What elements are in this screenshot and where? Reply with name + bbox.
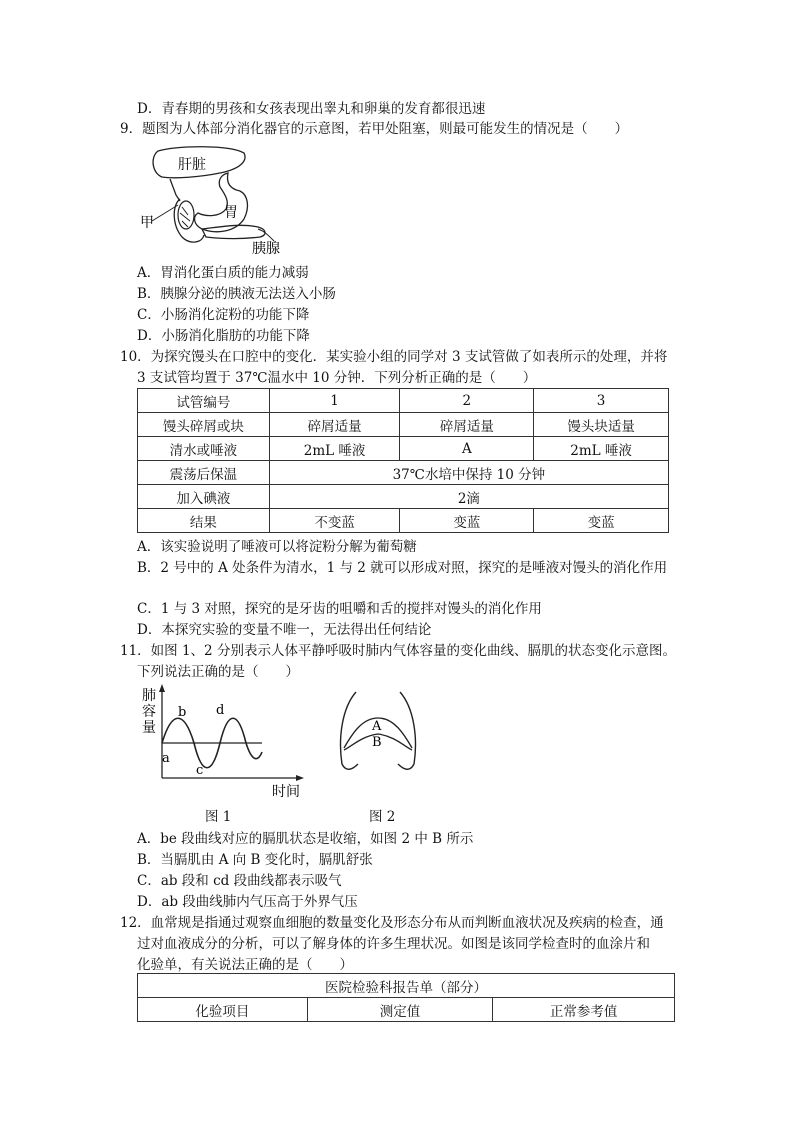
x-axis-arrow [296,775,304,781]
diaphragm-diagram [336,688,420,778]
table-cell: A [400,437,534,461]
diaphragm-b-label: B [372,735,382,750]
q9-option-a: A．胃消化蛋白质的能力减弱 [137,265,309,281]
table-cell: 碎屑适量 [400,413,534,437]
table-cell: 变蓝 [534,509,669,533]
q10-option-d: D．本探究实验的变量不唯一，无法得出任何结论 [137,622,432,638]
q9-option-c: C．小肠消化淀粉的功能下降 [137,307,310,323]
jia-label: 甲 [140,215,154,231]
q10-stem-line2: 3 支试管均置于 37℃温水中 10 分钟．下列分析正确的是（ ） [137,370,537,386]
table-cell: 结果 [138,509,270,533]
q9-digestive-figure [140,143,300,267]
q8-option-d: D．青春期的男孩和女孩表现出睾丸和卵巢的发育都很迅速 [137,101,486,117]
table-cell: 2mL 唾液 [269,437,400,461]
table-row [138,461,669,485]
q10-stem-line1: 10．为探究馒头在口腔中的变化．某实验小组的同学对 3 支试管做了如表所示的处理，并将 [120,349,668,365]
q11-option-d: D．ab 段曲线肺内气压高于外界气压 [137,894,358,910]
figure-1-caption: 图 1 [205,809,232,825]
q12-lab-report-table [137,973,675,1022]
q12-stem-line1: 12．血常规是指通过观察血细胞的数量变化及形态分布从而判断血液状况及疾病的检查，通 [120,915,664,931]
q11-option-a: A．be 段曲线对应的膈肌状态是收缩，如图 2 中 B 所示 [137,831,474,847]
table-cell: 馒头块适量 [534,413,669,437]
table-cell: 2 [400,389,534,413]
q12-stem-line3: 化验单，有关说法正确的是（ ） [137,957,353,973]
pancreas-pointer [258,229,274,241]
table-row [138,974,675,998]
point-c-label: c [196,763,204,778]
table-row [138,485,669,509]
q10-option-a: A．该实验说明了唾液可以将淀粉分解为葡萄糖 [137,539,417,555]
table-cell: 清水或唾液 [138,437,270,461]
table-cell: 2滴 [269,485,668,509]
q10-option-b: B．2 号中的 A 处条件为清水，1 与 2 就可以形成对照，探究的是唾液对馒头的消化作用 [137,560,668,576]
table-cell: 2mL 唾液 [534,437,669,461]
q9-stem: 9．题图为人体部分消化器官的示意图，若甲处阻塞，则最可能发生的情况是（ ） [120,121,629,137]
q12-stem-line2: 过对血液成分的分析，可以了解身体的许多生理状况。如图是该同学检查时的血涂片和 [137,936,650,952]
table-cell: 3 [534,389,669,413]
table-cell: 37℃水培中保持 10 分钟 [269,461,668,485]
pancreas-label: 胰腺 [252,241,280,257]
q11-stem-line1: 11．如图 1、2 分别表示人体平静呼吸时肺内气体容量的变化曲线、膈肌的状态变化示意图。 [120,643,676,659]
digestive-organs-diagram [140,143,300,263]
lung-volume-curve [138,682,310,802]
table-header: 测定值 [307,998,493,1022]
y-axis-arrow [159,684,165,692]
q11-option-c: C．ab 段和 cd 段曲线都表示吸气 [137,873,342,889]
table-cell: 试管编号 [138,389,270,413]
table-cell: 加入碘液 [138,485,270,509]
q9-option-d: D．小肠消化脂肪的功能下降 [137,328,310,344]
liver-label: 肝脏 [178,157,206,173]
report-title: 医院检验科报告单（部分） [138,974,675,998]
q11-stem-line2: 下列说法正确的是（ ） [137,664,299,680]
gallbladder-hatch [180,207,190,227]
q10-experiment-table [137,388,669,533]
q11-figure-2 [336,688,420,782]
table-cell: 震荡后保温 [138,461,270,485]
table-header: 化验项目 [138,998,308,1022]
q11-option-b: B．当膈肌由 A 向 B 变化时，膈肌舒张 [137,852,373,868]
q11-figure-1 [138,682,310,806]
bile-duct [170,179,180,201]
table-row [138,413,669,437]
table-row [138,998,675,1022]
table-cell: 1 [269,389,400,413]
table-row [138,437,669,461]
table-row [138,389,669,413]
y-label-3: 量 [142,720,156,736]
point-a-label: a [162,751,170,766]
q9-option-b: B．胰腺分泌的胰液无法送入小肠 [137,286,336,302]
table-header: 正常参考值 [493,998,675,1022]
table-row [138,509,669,533]
q10-option-c: C．1 与 3 对照，探究的是牙齿的咀嚼和舌的搅拌对馒头的消化作用 [137,601,542,617]
stomach-label: 胃 [224,205,238,221]
stomach-outline [195,173,248,232]
x-axis-label: 时间 [272,784,300,800]
y-label-2: 容 [142,704,156,720]
table-cell: 不变蓝 [269,509,400,533]
table-cell: 碎屑适量 [269,413,400,437]
diaphragm-a-label: A [372,719,382,734]
table-cell: 馒头碎屑或块 [138,413,270,437]
figure-2-caption: 图 2 [369,809,396,825]
point-b-label: b [178,705,187,720]
point-d-label: d [216,703,225,718]
y-label-1: 肺 [142,688,156,704]
table-cell: 变蓝 [400,509,534,533]
